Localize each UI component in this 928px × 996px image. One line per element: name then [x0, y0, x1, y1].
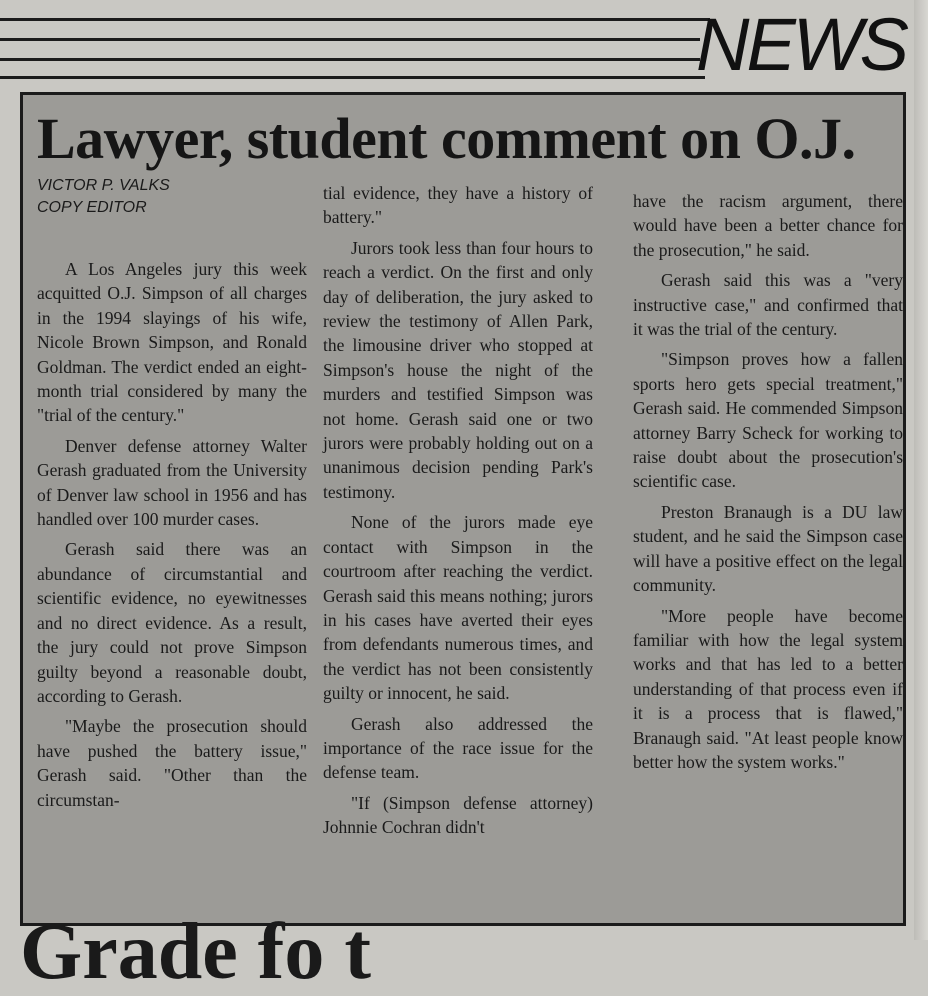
section-label: NEWS [696, 3, 906, 86]
paragraph: "If (Simpson defense attorney) Johnnie Cochran didn't [323, 792, 593, 838]
masthead-rule-1 [0, 18, 710, 21]
story-box [20, 92, 906, 926]
paragraph: Gerash said there was an abundance of circumstantial and scientific evidence, no eyewitnesses and no direct evidence. As a result, the jury could not prove Simpson guilty beyond a reasonable doubt, according to Gerash. [37, 539, 307, 706]
byline-title: COPY EDITOR [37, 199, 147, 216]
paragraph: tial evidence, they have a history of battery." [323, 183, 593, 228]
paragraph: None of the jurors made eye contact with Simpson in the courtroom after reaching the verdict. Gerash said this means nothing; jurors in his cases have averted their eyes from defendants numerous times, and the verdict has not been consistently guilty or innocent, he said. [323, 512, 593, 704]
byline-name: VICTOR P. VALKS [37, 177, 170, 194]
paragraph: A Los Angeles jury this week acquitted O.J. Simpson of all charges in the 1994 slayings of his wife, Nicole Brown Simpson, and Ronald Goldman. The verdict ended an eight-month trial considered by many the "trial of the century." [37, 259, 307, 426]
paragraph: Gerash also addressed the importance of the race issue for the defense team. [323, 713, 593, 783]
article-column-1 [37, 175, 307, 818]
article-column-2 [323, 181, 593, 846]
paragraph: have the racism argument, there would have been a better chance for the prosecution," he said. [633, 191, 903, 260]
paragraph: "Maybe the prosecution should have pushed the battery issue," Gerash said. "Other than the circumstan- [37, 716, 307, 810]
byline [37, 175, 307, 219]
paragraph: "Simpson proves how a fallen sports hero gets special treatment," Gerash said. He commended Simpson attorney Barry Scheck for working to raise doubt about the prosecution's scientific case. [633, 349, 903, 492]
masthead-rule-3 [0, 58, 700, 61]
paragraph: Jurors took less than four hours to reach a verdict. On the first and only day of deliberation, the jury asked to review the testimony of Allen Park, the limousine driver who stopped at Simpson's house the night of the murders and testified Simpson was not home. Gerash said one or two jurors were probably holding out on a unanimous decision pending Park's testimony. [323, 237, 593, 502]
next-headline-fragment: Grade fo t [20, 908, 372, 996]
paragraph: Denver defense attorney Walter Gerash graduated from the University of Denver law school in 1956 and has handled over 100 murder cases. [37, 435, 307, 530]
page-edge [914, 0, 928, 940]
masthead-rule-2 [0, 38, 700, 41]
paragraph: Preston Branaugh is a DU law student, and he said the Simpson case will have a positive effect on the legal community. [633, 501, 903, 596]
paragraph: Gerash said this was a "very instructive case," and confirmed that it was the trial of the century. [633, 270, 903, 340]
article-column-3 [633, 189, 903, 780]
paragraph: "More people have become familiar with how the legal system works and that has led to a better understanding of that process even if it is a process that is flawed," Branaugh said. "At least people know better how the system works." [633, 605, 903, 772]
masthead-rule-4 [0, 76, 705, 79]
headline: Lawyer, student comment on O.J. [37, 106, 856, 171]
